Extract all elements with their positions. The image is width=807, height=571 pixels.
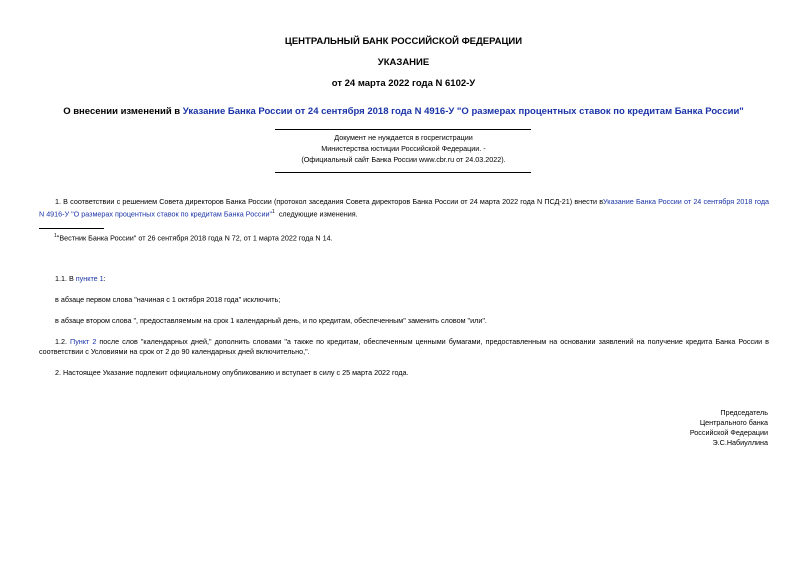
item-1-2-link[interactable]: Пункт 2 (70, 337, 97, 346)
footnote-rule (39, 228, 104, 229)
item-1-1-link[interactable]: пункте 1 (75, 274, 104, 283)
document-title (0, 106, 807, 117)
paragraph-2: 2. Настоящее Указание подлежит официальному опубликованию и вступает в силу с 25 марта 2022 года. (55, 368, 409, 377)
note-line-1: Документ не нуждается в госрегистрации (334, 133, 473, 142)
item-1-1-prefix: 1.1. В (55, 274, 76, 283)
signature-position: Председатель (720, 408, 768, 417)
title-link[interactable]: Указание Банка России от 24 сентября 2018 года N 4916-У "О размерах процентных ставок по кредитам Банка России" (182, 106, 744, 117)
item-1-1-suffix: : (103, 274, 106, 283)
date-number-heading: от 24 марта 2022 года N 6102-У (331, 78, 476, 89)
doc-type-heading: УКАЗАНИЕ (377, 57, 430, 68)
abzac-2: в абзаце втором слова ", предоставляемым на срок 1 календарный день, и по кредитам, обеспеченным" заменить словом "или". (55, 316, 487, 325)
item-1-2-text: после слов "календарных дней," дополнить словами "а также по кредитам, обеспеченным ценными бумагами, предоставленным на основании заявлений на получение кредита Банка России в соответствии с Условиями на срок от 2 до 90 календарных дней включительно,". (39, 337, 769, 356)
paragraph-1-text: 1. В соответствии с решением Совета директоров Банка России (протокол заседания Совета директоров Банка России от 24 марта 2022 года N ПСД-21) внести в (55, 197, 604, 206)
item-1-2 (39, 337, 769, 357)
paragraph-1-link[interactable]: Указание Банка России от 24 сентября 2018 года N 4916-У "О размерах процентных ставок по кредитам Банка России" (39, 197, 770, 219)
footnote-text: "Вестник Банка России" от 26 сентября 2018 года N 72, от 1 марта 2022 года N 14. (56, 233, 333, 243)
note-line-2: Министерства юстиции Российской Федерации. - (321, 144, 486, 153)
signature-name: Э.С.Набиуллина (712, 438, 768, 447)
footnote (54, 231, 333, 243)
title-prefix: О внесении изменений в (63, 106, 183, 117)
item-1-1 (55, 274, 106, 284)
org-heading: ЦЕНТРАЛЬНЫЙ БАНК РОССИЙСКОЙ ФЕДЕРАЦИИ (284, 36, 523, 47)
signature-org-2: Российской Федерации (689, 428, 768, 437)
item-1-2-prefix: 1.2. (55, 337, 71, 346)
signature-block (690, 408, 768, 448)
signature-org-1: Центрального банка (699, 418, 768, 427)
footnote-mark: 1 (54, 233, 57, 239)
note-top-rule (275, 129, 531, 130)
paragraph-1 (39, 197, 769, 219)
abzac-1: в абзаце первом слова "начиная с 1 октября 2018 года" исключить; (55, 295, 281, 304)
note-bottom-rule (275, 172, 531, 173)
footnote-ref[interactable]: 1 (272, 209, 275, 215)
note-line-3: (Официальный сайт Банка России www.cbr.ru от 24.03.2022). (301, 155, 506, 164)
paragraph-1-tail: следующие изменения. (278, 209, 358, 219)
